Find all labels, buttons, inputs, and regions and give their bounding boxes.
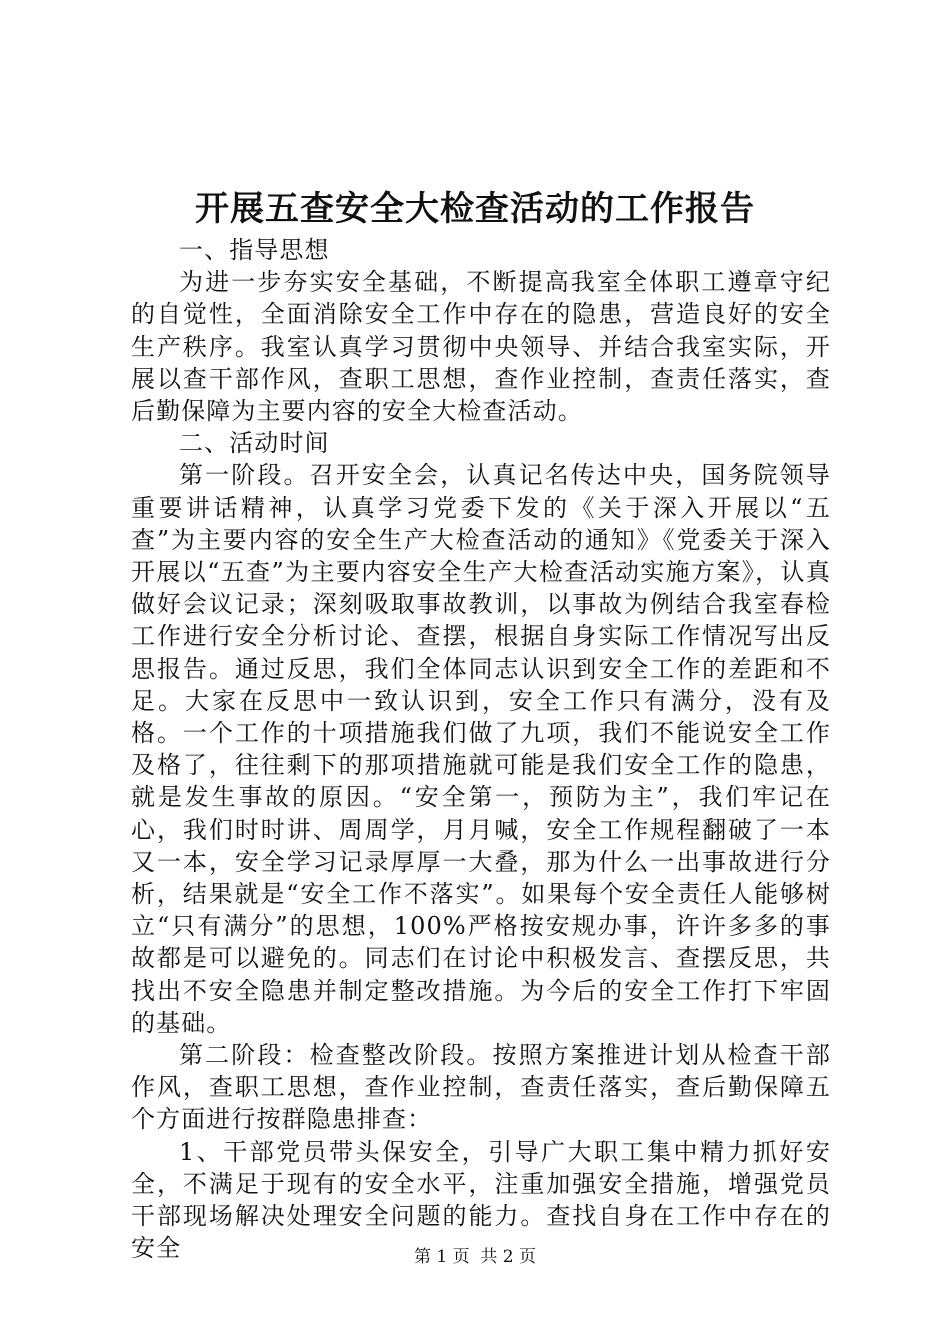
page-footer — [0, 1245, 950, 1269]
section-heading-guiding-ideology: 一、指导思想 — [179, 236, 330, 264]
paragraph-stage-two: 第二阶段：检查整改阶段。按照方案推进计划从检查干部作风，查职工思想，查作业控制，查责任落实，查后勤保障五个方面进行按群隐患排查： — [131, 1041, 831, 1134]
section-heading-activity-time: 二、活动时间 — [179, 429, 330, 458]
paragraph-stage-one: 第一阶段。召开安全会，认真记名传达中央，国务院领导重要讲话精神，认真学习党委下发的《关于深入开展以“五查”为主要内容的安全生产大检查活动的通知》《党委关于深入开展以“五查”为主要内容安全生产大检查活动实施方案》，认真做好会议记录；深刻吸取事故教训，以事故为例结合我室春检工作进行安全分析讨论、查摆，根据自身实际工作情况写出反思报告。通过反思，我们全体同志认识到安全工作的差距和不足。大家在反思中一致认识到，安全工作只有满分，没有及格。一个工作的十项措施我们做了九项，我们不能说安全工作及格了，往往剩下的那项措施就可能是我们安全工作的隐患，就是发生事故的原因。“安全第一，预防为主”，我们牢记在心，我们时时讲、周周学，月月喊，安全工作规程翻破了一本又一本，安全学习记录厚厚一大叠，那为什么一出事故进行分析，结果就是“安全工作不落实”。如果每个安全责任人能够树立“只有满分”的思想，100%严格按安规办事，许许多多的事故都是可以避免的。同志们在讨论中积极发言、查摆反思，共找出不安全隐患并制定整改措施。为今后的安全工作打下牢固的基础。 — [131, 461, 831, 1037]
paragraph-item-one: 1、干部党员带头保安全，引导广大职工集中精力抓好安全，不满足于现有的安全水平，注重加强安全措施，增强党员干部现场解决处理安全问题的能力。查找自身在工作中存在的安全 — [131, 1137, 831, 1263]
paragraph-guiding-ideology: 为进一步夯实安全基础，不断提高我室全体职工遵章守纪的自觉性，全面消除安全工作中存在的隐患，营造良好的安全生产秩序。我室认真学习贯彻中央领导、并结合我室实际，开展以查干部作风，查职工思想，查作业控制，查责任落实，查后勤保障为主要内容的安全大检查活动。 — [131, 268, 831, 426]
document-body — [131, 234, 831, 1265]
document-title: 开展五查安全大检查活动的工作报告 — [195, 189, 755, 229]
page-number-label: 第 1 页 共 2 页 — [413, 1247, 537, 1267]
